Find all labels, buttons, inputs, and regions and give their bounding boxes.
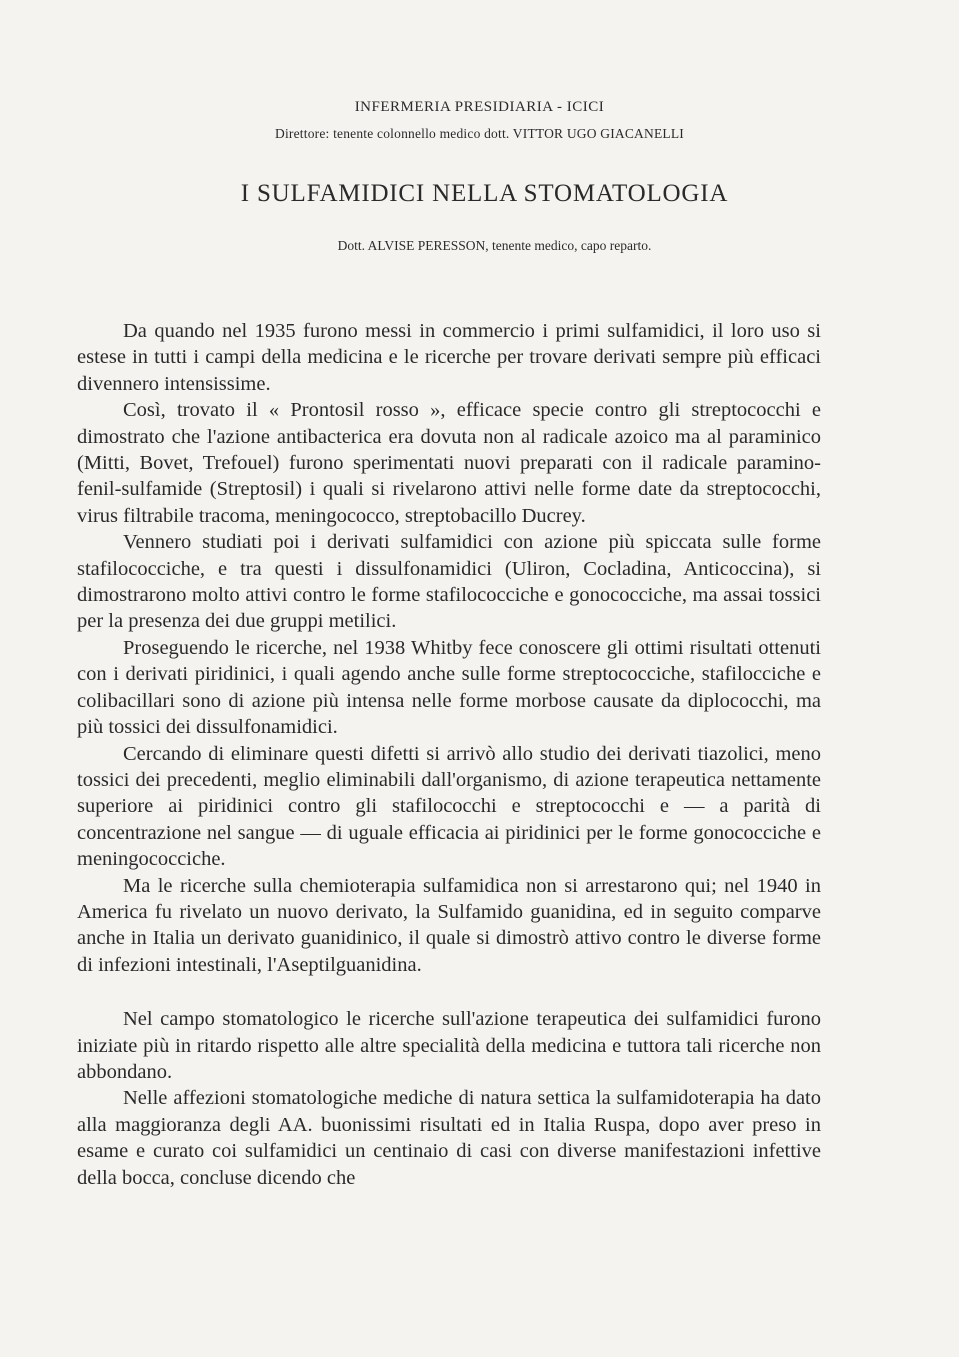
- paragraph: Cercando di eliminare questi difetti si arrivò allo studio dei derivati tiazolici, meno tossici dei precedenti, meglio eliminabili dall'organismo, di azione terapeutica nettamente superiore ai piridinici contro gli stafilococchi e streptococchi e — a parità di concentrazione nel sangue — di uguale efficacia ai piridinici per le forme gonococciche e meningococciche.: [77, 742, 821, 871]
- paragraph: Così, trovato il « Prontosil rosso », efficace specie contro gli streptococchi e dimostrato che l'azione antibacterica era dovuta non al radicale azoico ma al paraminico (Mitti, Bovet, Trefouel) furono sperimentati nuovi preparati con il radicale paramino-fenil-sulfamide (Streptosil) i quali si rivelarono attivi nelle forme date da streptococchi, virus filtrabile tracoma, meningococco, streptobacillo Ducrey.: [77, 399, 821, 527]
- article-body: [77, 318, 821, 1191]
- institution-heading: INFERMERIA PRESIDIARIA - ICICI: [354, 99, 605, 115]
- paragraph: Ma le ricerche sulla chemioterapia sulfamidica non si arrestarono qui; nel 1940 in America fu rivelato un nuovo derivato, la Sulfamido guanidina, ed in seguito comparve anche in Italia un derivato guanidinico, il quale si dimostrò attivo contro le diverse forme di infezioni intestinali, l'Aseptilguanidina.: [77, 874, 821, 976]
- author-line: Dott. ALVISE PERESSON, tenente medico, capo reparto.: [337, 238, 652, 253]
- paragraph: Nelle affezioni stomatologiche mediche di natura settica la sulfamidoterapia ha dato alla maggioranza degli AA. buonissimi risultati ed in Italia Ruspa, dopo aver preso in esame e curato coi sulfamidici un centinaio di casi con diverse manifestazioni infettive della bocca, concluse dicendo che: [77, 1087, 821, 1189]
- director-line: Direttore: tenente colonnello medico dott. VITTOR UGO GIACANELLI: [275, 126, 684, 141]
- paragraph: Vennero studiati poi i derivati sulfamidici con azione più spiccata sulle forme stafilococciche, e tra questi i dissulfonamidici (Uliron, Cocladina, Anticoccina), si dimostrarono molto attivi contro le forme stafilococciche e gonococciche, ma assai tossici per la presenza dei due gruppi metilici.: [77, 531, 821, 633]
- paragraph: Nel campo stomatologico le ricerche sull'azione terapeutica dei sulfamidici furono iniziate più in ritardo rispetto alle altre specialità della medicina e tuttora tali ricerche non abbondano.: [77, 1008, 821, 1083]
- paragraph: Proseguendo le ricerche, nel 1938 Whitby fece conoscere gli ottimi risultati ottenuti con i derivati piridinici, i quali agendo anche sulle forme streptococciche, stafilocciche e colibacillari sono di azione più intensa nelle forme morbose causate da diplococchi, ma più tossici dei dissulfonamidici.: [77, 636, 821, 739]
- article-title: I SULFAMIDICI NELLA STOMATOLOGIA: [240, 180, 729, 207]
- paragraph: Da quando nel 1935 furono messi in commercio i primi sulfamidici, il loro uso si estese in tutti i campi della medicina e le ricerche per trovare derivati sempre più efficaci divennero intensissime.: [77, 320, 821, 395]
